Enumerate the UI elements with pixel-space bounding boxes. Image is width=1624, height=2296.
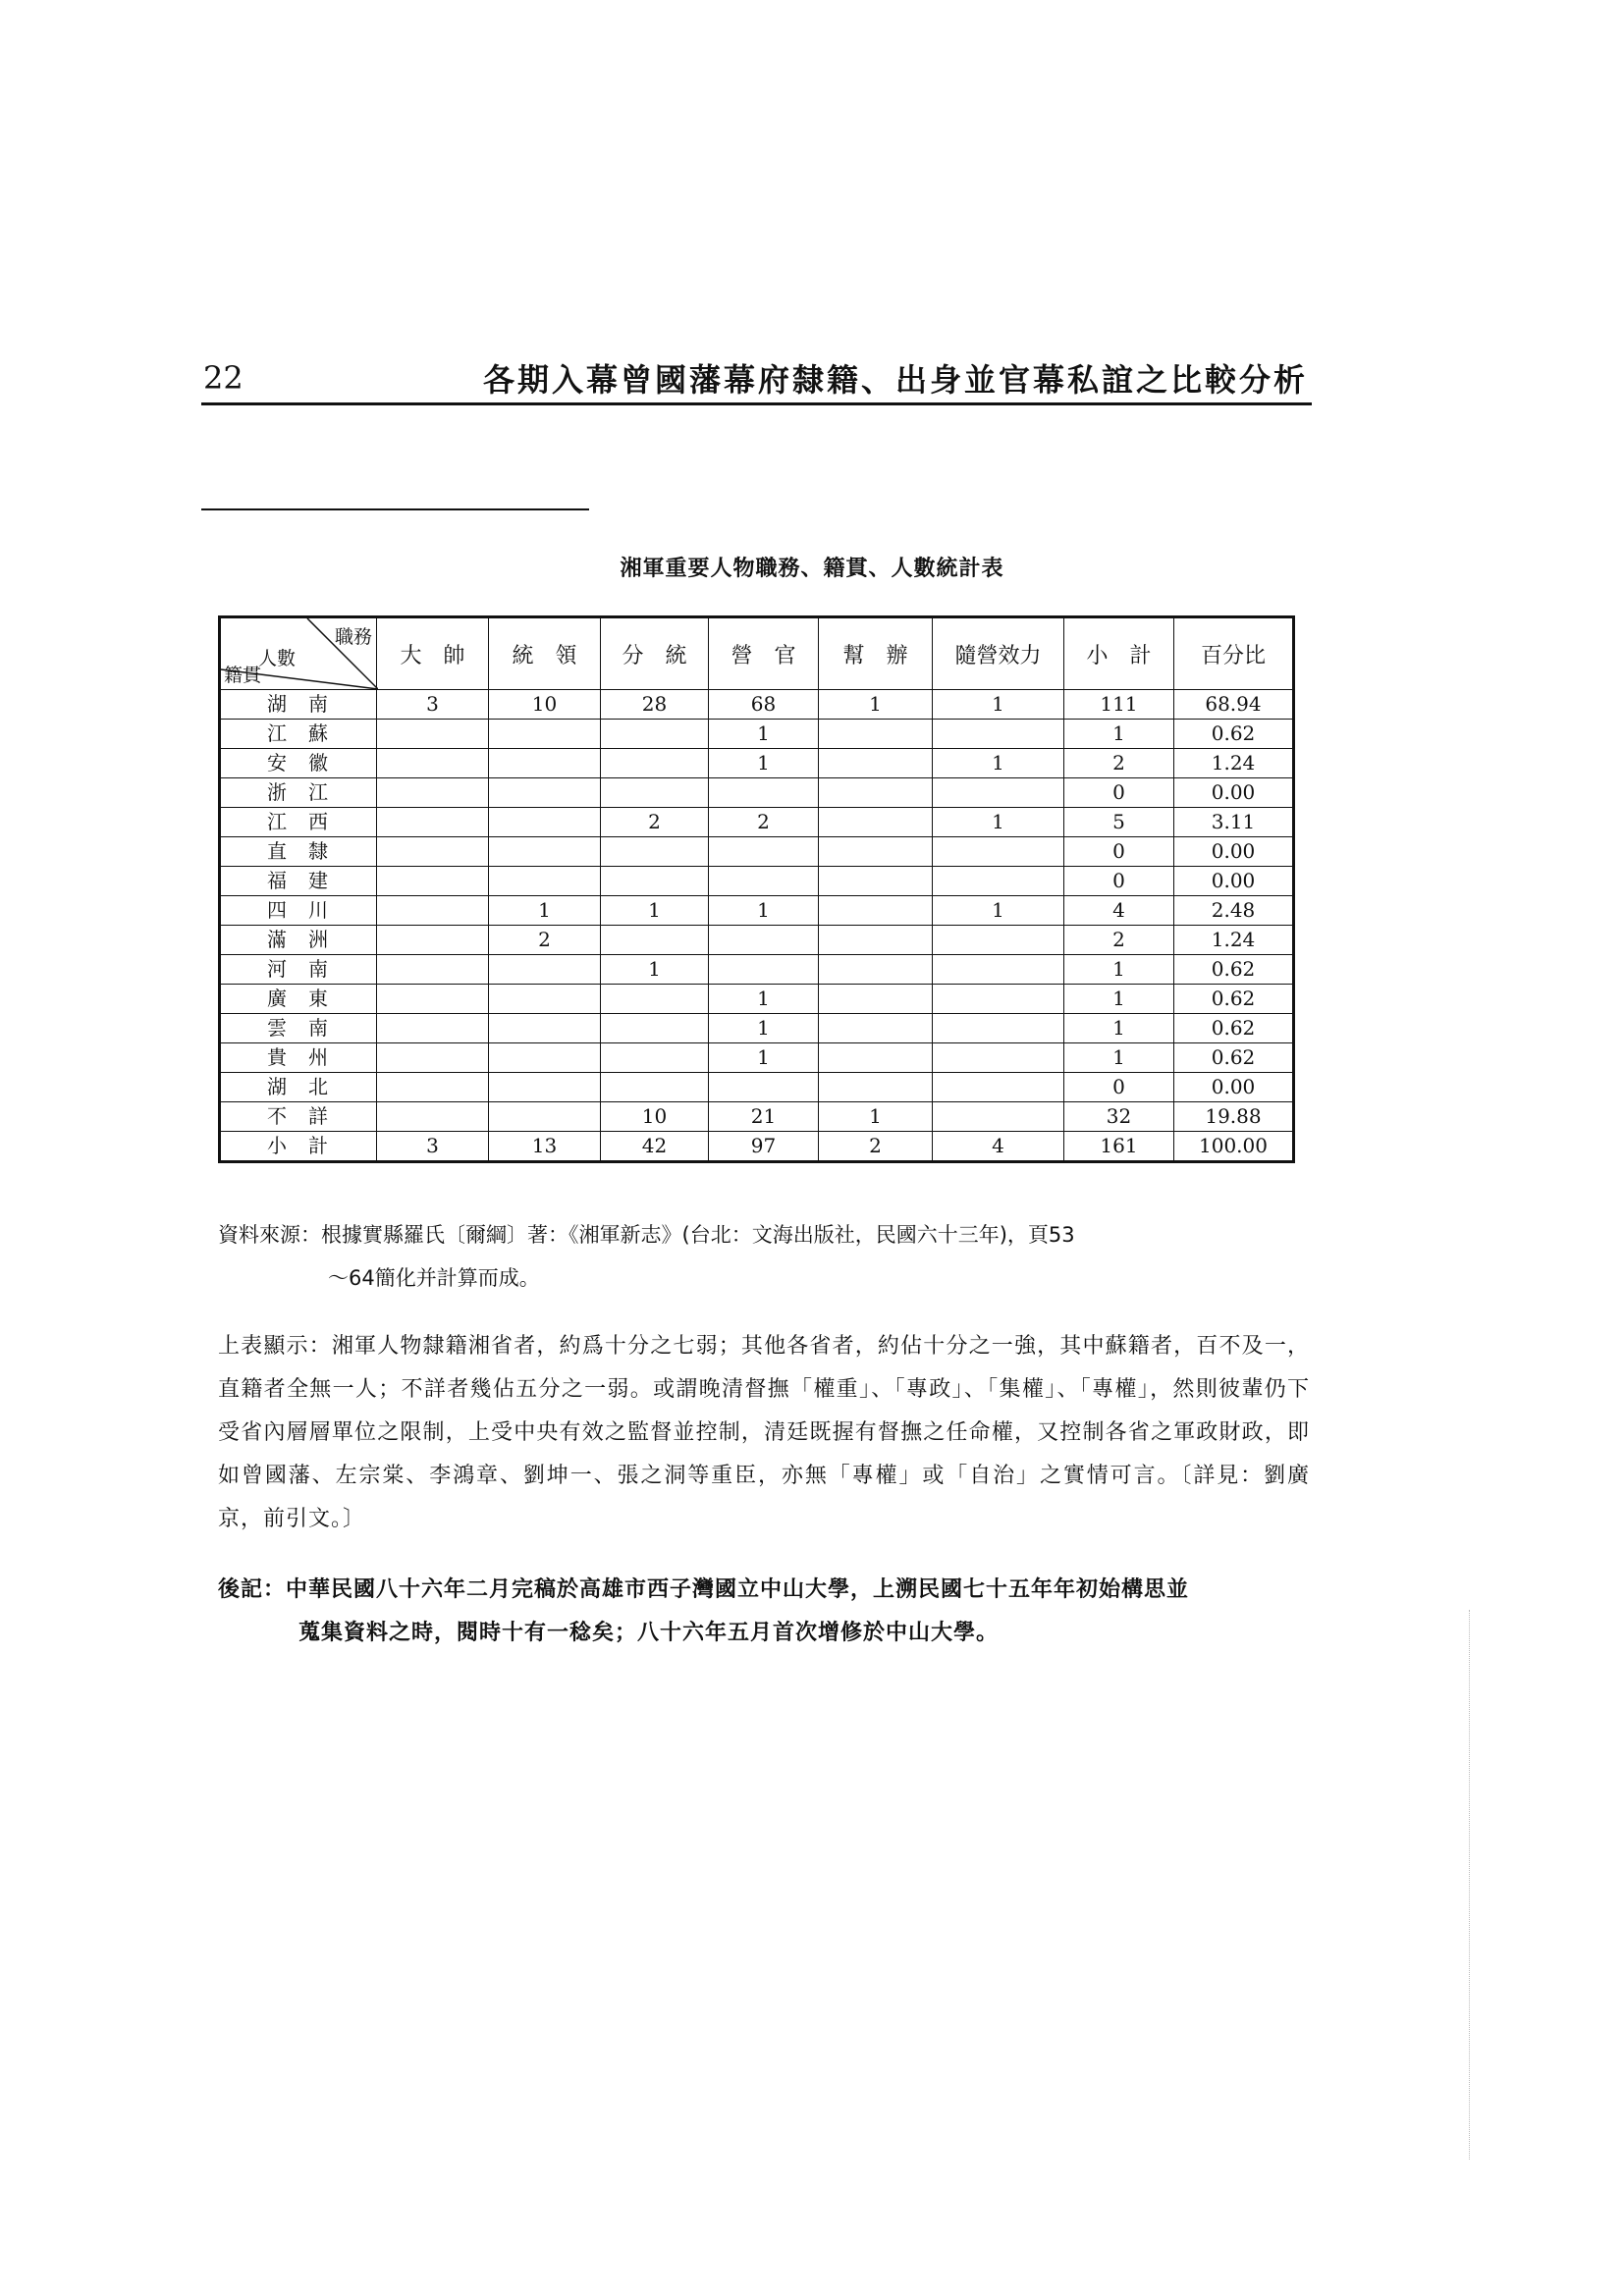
table-cell bbox=[489, 837, 601, 867]
table-row bbox=[220, 749, 1294, 778]
province-cell: 浙江 bbox=[220, 778, 377, 808]
table-cell: 0.00 bbox=[1174, 778, 1294, 808]
table-cell bbox=[377, 1043, 489, 1073]
province-cell: 小計 bbox=[220, 1132, 377, 1162]
table-cell: 1 bbox=[709, 985, 819, 1014]
table-cell bbox=[489, 778, 601, 808]
corner-header-cell bbox=[220, 617, 377, 690]
table-row bbox=[220, 778, 1294, 808]
table-cell: 42 bbox=[601, 1132, 709, 1162]
table-cell bbox=[709, 778, 819, 808]
table-cell bbox=[601, 926, 709, 955]
table-cell: 1 bbox=[709, 720, 819, 749]
statistics-table bbox=[218, 615, 1295, 1163]
table-cell: 68 bbox=[709, 690, 819, 720]
table-cell: 0 bbox=[1064, 867, 1174, 896]
table-cell: 1 bbox=[709, 749, 819, 778]
column-header: 分 統 bbox=[601, 617, 709, 690]
table-cell bbox=[933, 926, 1064, 955]
table-cell bbox=[489, 720, 601, 749]
table-cell bbox=[377, 720, 489, 749]
table-cell bbox=[601, 1073, 709, 1102]
table-cell bbox=[601, 867, 709, 896]
table-cell: 0.62 bbox=[1174, 1014, 1294, 1043]
table-cell bbox=[819, 867, 933, 896]
table-cell bbox=[601, 1014, 709, 1043]
table-title: 湘軍重要人物職務、籍貫、人數統計表 bbox=[620, 557, 1004, 581]
table-cell: 1 bbox=[1064, 720, 1174, 749]
table-cell bbox=[489, 1043, 601, 1073]
page-number: 22 bbox=[203, 359, 244, 397]
table-cell bbox=[819, 1014, 933, 1043]
table-cell: 1 bbox=[933, 749, 1064, 778]
table-cell bbox=[709, 837, 819, 867]
province-cell: 福建 bbox=[220, 867, 377, 896]
postscript-line: 後記：中華民國八十六年二月完稿於高雄市西子灣國立中山大學，上溯民國七十五年年初始構思並 bbox=[218, 1577, 1190, 1602]
table-row bbox=[220, 808, 1294, 837]
table-cell bbox=[819, 1073, 933, 1102]
table-header-row bbox=[220, 617, 1294, 690]
table-cell: 0.62 bbox=[1174, 720, 1294, 749]
table-body bbox=[220, 690, 1294, 1162]
running-header: 各期入幕曾國藩幕府隸籍、出身並官幕私誼之比較分析 bbox=[482, 361, 1308, 399]
table-cell: 2.48 bbox=[1174, 896, 1294, 926]
table-cell bbox=[819, 985, 933, 1014]
table-cell: 0 bbox=[1064, 778, 1174, 808]
table-cell bbox=[377, 896, 489, 926]
column-header: 營 官 bbox=[709, 617, 819, 690]
table-cell bbox=[819, 778, 933, 808]
table-cell: 28 bbox=[601, 690, 709, 720]
table-cell: 1.24 bbox=[1174, 926, 1294, 955]
table-cell: 1 bbox=[933, 896, 1064, 926]
table-cell: 1 bbox=[601, 955, 709, 985]
table-cell: 3.11 bbox=[1174, 808, 1294, 837]
table-cell bbox=[933, 867, 1064, 896]
province-cell: 安徽 bbox=[220, 749, 377, 778]
column-header: 隨營效力 bbox=[933, 617, 1064, 690]
province-cell: 滿洲 bbox=[220, 926, 377, 955]
province-cell: 貴州 bbox=[220, 1043, 377, 1073]
table-cell: 0 bbox=[1064, 1073, 1174, 1102]
table-cell bbox=[819, 926, 933, 955]
table-cell: 68.94 bbox=[1174, 690, 1294, 720]
table-cell: 3 bbox=[377, 1132, 489, 1162]
table-cell bbox=[377, 955, 489, 985]
table-cell bbox=[489, 985, 601, 1014]
table-cell: 10 bbox=[489, 690, 601, 720]
table-cell: 10 bbox=[601, 1102, 709, 1132]
table-cell: 4 bbox=[1064, 896, 1174, 926]
table-cell bbox=[377, 1073, 489, 1102]
table-cell: 97 bbox=[709, 1132, 819, 1162]
column-header: 幫 辦 bbox=[819, 617, 933, 690]
table-cell: 2 bbox=[1064, 749, 1174, 778]
corner-label-count: 人數 bbox=[258, 648, 297, 669]
table-cell bbox=[933, 1014, 1064, 1043]
table-cell: 21 bbox=[709, 1102, 819, 1132]
table-cell bbox=[819, 837, 933, 867]
province-cell: 河南 bbox=[220, 955, 377, 985]
province-cell: 江蘇 bbox=[220, 720, 377, 749]
table-row bbox=[220, 955, 1294, 985]
column-header: 大 帥 bbox=[377, 617, 489, 690]
table-cell bbox=[819, 955, 933, 985]
table-cell: 2 bbox=[709, 808, 819, 837]
table-cell bbox=[933, 720, 1064, 749]
table-cell: 100.00 bbox=[1174, 1132, 1294, 1162]
table-cell bbox=[709, 867, 819, 896]
table-cell: 2 bbox=[489, 926, 601, 955]
table-cell: 1 bbox=[819, 690, 933, 720]
table-cell bbox=[601, 749, 709, 778]
province-cell: 湖南 bbox=[220, 690, 377, 720]
table-cell bbox=[377, 1102, 489, 1132]
table-row bbox=[220, 867, 1294, 896]
province-cell: 廣東 bbox=[220, 985, 377, 1014]
table-row bbox=[220, 1043, 1294, 1073]
table-cell: 1 bbox=[709, 1014, 819, 1043]
table-cell bbox=[377, 808, 489, 837]
table-cell: 0 bbox=[1064, 837, 1174, 867]
table-cell: 111 bbox=[1064, 690, 1174, 720]
table-cell bbox=[377, 926, 489, 955]
table-cell: 2 bbox=[819, 1132, 933, 1162]
table-cell: 0.00 bbox=[1174, 837, 1294, 867]
table-cell bbox=[489, 1014, 601, 1043]
source-note-line: 資料來源：根據實縣羅氏〔爾綱〕著：《湘軍新志》(台北：文海出版社，民國六十三年)，頁53 bbox=[218, 1223, 1075, 1247]
source-note-line: ～64簡化并計算而成。 bbox=[328, 1266, 540, 1290]
table-cell bbox=[709, 926, 819, 955]
table-cell bbox=[933, 1073, 1064, 1102]
table-cell bbox=[377, 837, 489, 867]
table-cell: 1 bbox=[933, 808, 1064, 837]
province-cell: 不詳 bbox=[220, 1102, 377, 1132]
table-cell bbox=[377, 749, 489, 778]
table-cell bbox=[601, 1043, 709, 1073]
header-rule bbox=[201, 402, 1312, 405]
table-cell bbox=[933, 955, 1064, 985]
table-cell bbox=[819, 749, 933, 778]
table-cell: 3 bbox=[377, 690, 489, 720]
postscript-line: 蒐集資料之時，閱時十有一稔矣；八十六年五月首次增修於中山大學。 bbox=[298, 1621, 1000, 1645]
table-cell: 0.00 bbox=[1174, 867, 1294, 896]
table-cell bbox=[489, 808, 601, 837]
column-header: 統 領 bbox=[489, 617, 601, 690]
corner-label-duty: 職務 bbox=[334, 626, 372, 648]
footnote-rule bbox=[201, 508, 589, 510]
table-cell: 1.24 bbox=[1174, 749, 1294, 778]
table-cell: 1 bbox=[819, 1102, 933, 1132]
table-cell bbox=[377, 985, 489, 1014]
table-cell: 0.00 bbox=[1174, 1073, 1294, 1102]
table-cell: 19.88 bbox=[1174, 1102, 1294, 1132]
table-row bbox=[220, 896, 1294, 926]
table-row bbox=[220, 985, 1294, 1014]
table-row bbox=[220, 690, 1294, 720]
table-cell: 13 bbox=[489, 1132, 601, 1162]
column-header: 百分比 bbox=[1174, 617, 1294, 690]
postscript bbox=[218, 1569, 1310, 1655]
province-cell: 湖北 bbox=[220, 1073, 377, 1102]
column-header: 小 計 bbox=[1064, 617, 1174, 690]
table-cell: 1 bbox=[933, 690, 1064, 720]
table-row bbox=[220, 837, 1294, 867]
table-cell: 0.62 bbox=[1174, 955, 1294, 985]
table-cell bbox=[489, 955, 601, 985]
province-cell: 雲南 bbox=[220, 1014, 377, 1043]
table-cell: 1 bbox=[709, 1043, 819, 1073]
table-cell bbox=[489, 867, 601, 896]
scan-edge-mark bbox=[1469, 1610, 1471, 2160]
table-cell bbox=[819, 720, 933, 749]
table-cell bbox=[377, 778, 489, 808]
table-cell: 4 bbox=[933, 1132, 1064, 1162]
table-cell: 2 bbox=[1064, 926, 1174, 955]
table-row bbox=[220, 720, 1294, 749]
table-cell bbox=[601, 778, 709, 808]
table-row bbox=[220, 926, 1294, 955]
table-cell bbox=[489, 1102, 601, 1132]
table-cell bbox=[933, 837, 1064, 867]
table-cell: 1 bbox=[489, 896, 601, 926]
province-cell: 四川 bbox=[220, 896, 377, 926]
table-cell bbox=[377, 867, 489, 896]
province-cell: 江西 bbox=[220, 808, 377, 837]
table-cell bbox=[377, 1014, 489, 1043]
province-cell: 直隸 bbox=[220, 837, 377, 867]
source-note bbox=[218, 1213, 1298, 1300]
table-cell bbox=[601, 720, 709, 749]
table-cell: 1 bbox=[1064, 1014, 1174, 1043]
table-cell bbox=[819, 896, 933, 926]
corner-label-origin: 籍貫 bbox=[224, 665, 262, 686]
table-cell: 32 bbox=[1064, 1102, 1174, 1132]
table-cell: 1 bbox=[709, 896, 819, 926]
table-cell bbox=[709, 955, 819, 985]
table-cell: 1 bbox=[1064, 1043, 1174, 1073]
table-cell bbox=[709, 1073, 819, 1102]
body-paragraph: 上表顯示：湘軍人物隸籍湘省者，約爲十分之七弱；其他各省者，約佔十分之一強，其中蘇籍者，百不及一，直籍者全無一人；不詳者幾佔五分之一弱。或謂晚清督撫「權重」、「專政」、「集權」、「專權」，然則彼輩仍下受省內層層單位之限制，上受中央有效之監督並控制，清廷既握有督撫之任命權，又控制各省之軍政財政，即如曾國藩、左宗棠、李鴻章、劉坤一、張之洞等重臣，亦無「專權」或「自治」之實情可言。〔詳見：劉廣京，前引文。〕 bbox=[218, 1334, 1310, 1531]
table-cell: 2 bbox=[601, 808, 709, 837]
table-cell bbox=[933, 778, 1064, 808]
table-row bbox=[220, 1014, 1294, 1043]
table-cell bbox=[489, 749, 601, 778]
table-cell bbox=[819, 808, 933, 837]
table-cell: 0.62 bbox=[1174, 1043, 1294, 1073]
table-cell: 0.62 bbox=[1174, 985, 1294, 1014]
table-cell: 1 bbox=[1064, 955, 1174, 985]
table-cell: 1 bbox=[1064, 985, 1174, 1014]
table-cell: 5 bbox=[1064, 808, 1174, 837]
table-cell: 161 bbox=[1064, 1132, 1174, 1162]
table-cell bbox=[819, 1043, 933, 1073]
table-row bbox=[220, 1102, 1294, 1132]
table-cell bbox=[933, 1043, 1064, 1073]
table-cell bbox=[601, 837, 709, 867]
table-cell bbox=[601, 985, 709, 1014]
table-cell: 1 bbox=[601, 896, 709, 926]
table-row bbox=[220, 1132, 1294, 1162]
table-cell bbox=[933, 985, 1064, 1014]
table-row bbox=[220, 1073, 1294, 1102]
table-cell bbox=[933, 1102, 1064, 1132]
table-cell bbox=[489, 1073, 601, 1102]
